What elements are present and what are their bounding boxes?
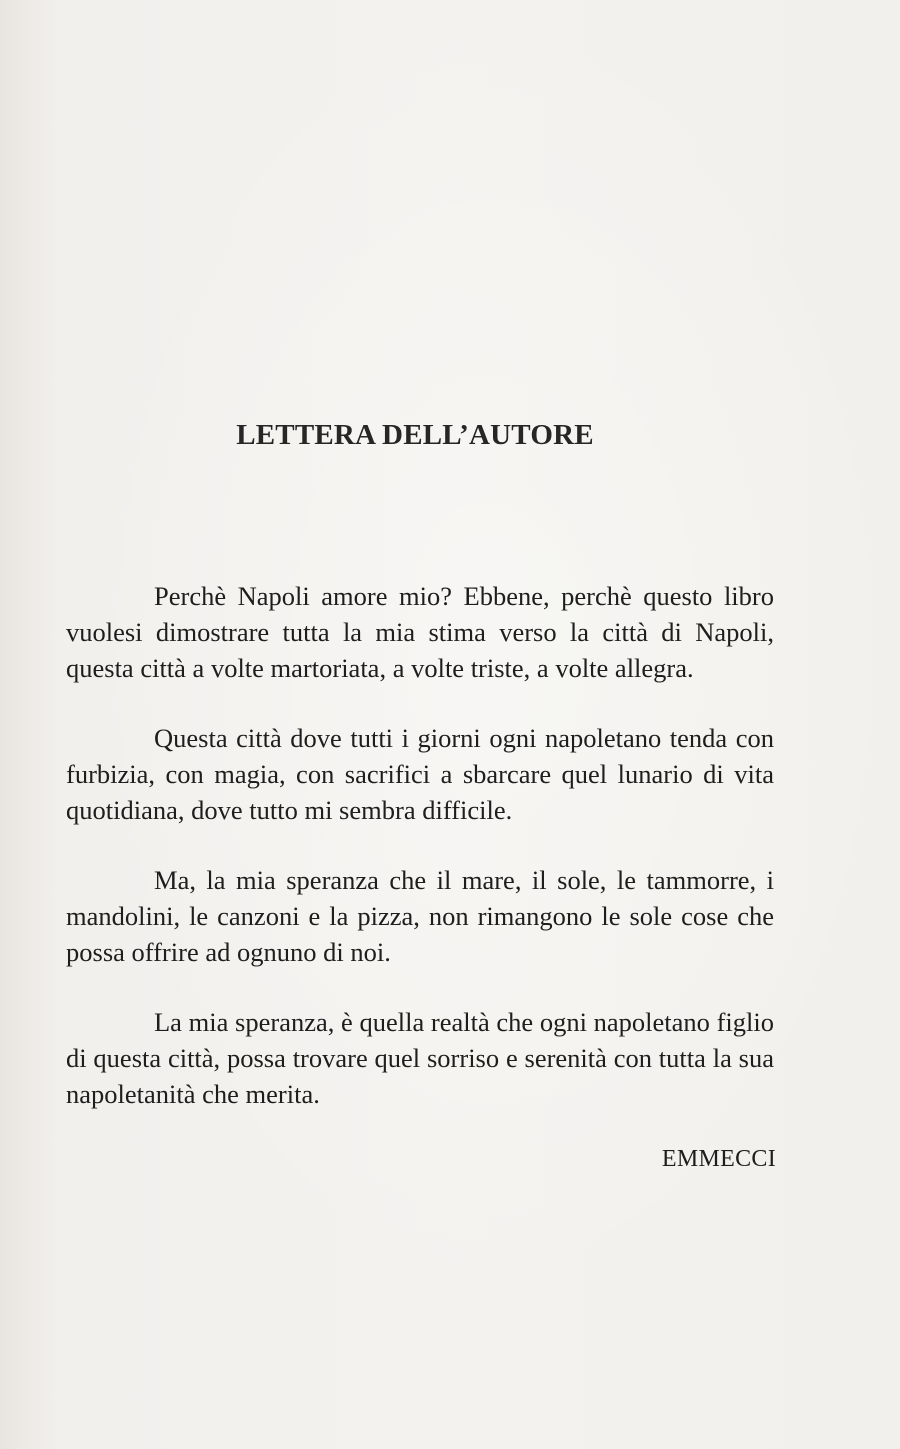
paragraph-1: Perchè Napoli amore mio? Ebbene, perchè questo libro vuolesi dimostrare tutta la mia stima verso la città di Napoli, questa città a volte martoriata, a volte triste, a volte allegra. bbox=[66, 581, 774, 683]
paragraph-3: Ma, la mia speranza che il mare, il sole, le tammorre, i mandolini, le canzoni e la pizza, non rimangono le sole cose che possa offrire ad ognuno di noi. bbox=[66, 865, 774, 967]
letter-title: LETTERA DELL’AUTORE bbox=[236, 419, 594, 452]
letter-body bbox=[66, 578, 774, 1146]
paragraph-2: Questa città dove tutti i giorni ogni napoletano tenda con furbizia, con magia, con sacrifici a sbarcare quel lunario di vita quotidiana, dove tutto mi sembra difficile. bbox=[66, 723, 774, 825]
author-signature: EMMECCI bbox=[661, 1146, 776, 1172]
paragraph-4: La mia speranza, è quella realtà che ogni napoletano figlio di questa città, possa trovare quel sorriso e serenità con tutta la sua napoletanità che merita. bbox=[66, 1007, 774, 1109]
